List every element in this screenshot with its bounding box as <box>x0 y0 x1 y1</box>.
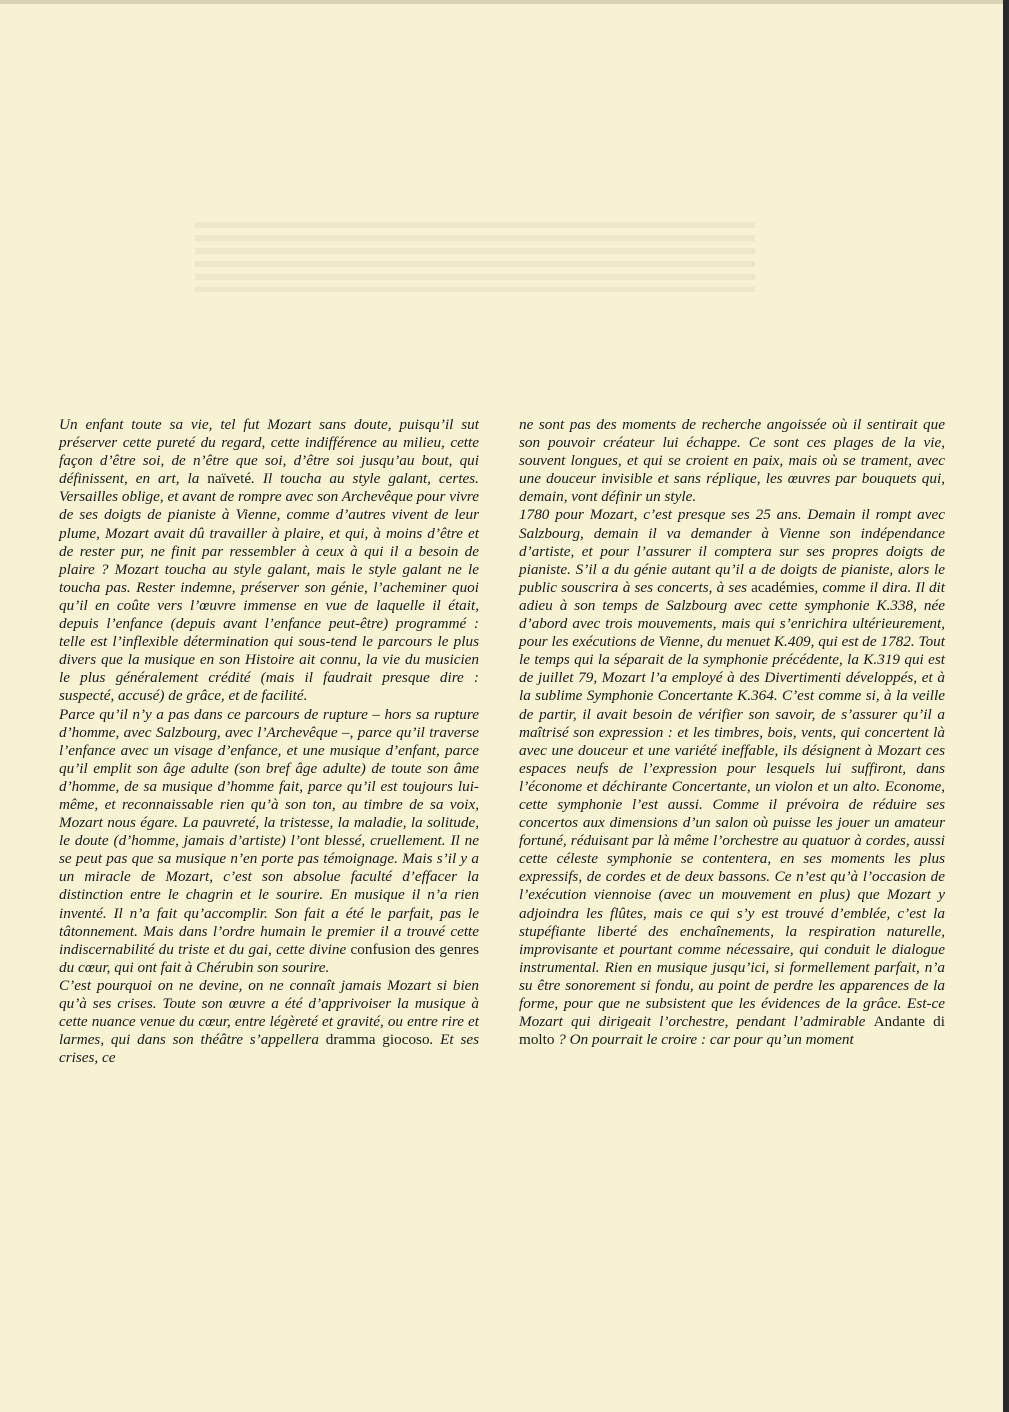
text-run: Parce qu’il n’y a pas dans ce parcours de rupture – hors sa rupture d’homme, avec Salzbourg, avec l’Archevêque –, parce qu’il traverse l’enfance avec un visage d’enfance, et une musique d’enfant, parce qu’il emplit son âge adulte (son bref âge adulte) de toute son âme d’homme, de sa musique d’homme fait, parce qu’il est toujours lui-même, et reconnaissable rien qu’à son ton, au timbre de sa voix, Mozart nous égare. La pauvreté, la tristesse, la maladie, la solitude, le doute (d’homme, jamais d’artiste) l’ont blessé, cruellement. Il ne se peut pas que sa musique n’en porte pas témoignage. Mais s’il y a un miracle de Mozart, c’est son absolue faculté d’effacer la distinction entre le chagrin et le sourire. En musique il n’a rien inventé. Il n’a fait qu’accomplir. Son fait a été le parfait, pas le tâtonnement. Mais dans l’ordre humain le premier il a trouvé cette indiscernabilité du triste et du gai, cette divine <box>59 705 479 958</box>
text-run: . Et ses crises, ce <box>59 1031 480 1067</box>
roman-text-run: académies <box>751 578 815 596</box>
text-run: du cœur, qui ont fait à Chérubin son sourire. <box>59 958 330 976</box>
roman-text-run: Andante di molto <box>519 1013 945 1049</box>
scan-edge-top <box>0 0 1009 4</box>
text-run: , comme il dira. Il dit adieu à son temps de Salzbourg avec cette symphonie K.338, née d’abord avec trois mouvements, mais qui s’enrichira ultérieurement, pour les exécutions de Vienne, du menuet K.409, qui est de 1782. Tout le temps qui la séparait de la symphonie précédente, la K.319 qui est de juillet 79, Mozart l’a employé à des Divertimenti développés, et à la sublime Symphonie Concertante K.364. C’est comme si, à la veille de partir, il avait besoin de vérifier son savoir, de s’assurer qu’il a maîtrisé son expression : et les timbres, bois, vents, qui concertent là avec une douceur et une variété ineffable, ils désignent à Mozart ces espaces neufs de l’expression pour lesquels lui suffiront, dans l’économe et déchirante Concertante, un violon et un alto. Econome, cette symphonie l’est aussi. Comme il prévoira de réduire ses concertos aux dimensions d’un salon où puisse les jouer un amateur fortuné, réduisant par là même l’orchestre au quatuor à cordes, aussi cette céleste symphonie se contentera, en ses moments les plus expressifs, de cordes et de deux bassons. Ce n’est qu’à l’occasion de l’exécution viennoise (avec un mouvement en plus) que Mozart y adjoindra les flûtes, mais ce qui s’y est trouvé d’emblée, c’est la stupéfiante liberté des enchaînements, la respiration naturelle, improvisante et pourtant comme nécessaire, qui conduit le dialogue instrumental. Rien en musique jusqu’ici, si formellement parfait, n’a su être sonorement si fondu, au point de perdre les apparences de la forme, pour que ne subsistent que les évidences de la grâce. Est-ce Mozart qui dirigeait l’orchestre, pendant l’admirable <box>519 578 945 1031</box>
text-run: Un enfant toute sa vie, tel fut Mozart sans doute, puisqu’il sut préserver cette pureté du regard, cette indifférence au milieu, cette façon d’être soi, de n’être que soi, d’être soi jusqu’au bout, qui définissent, en art, la <box>59 416 479 488</box>
roman-text-run: confusion des genres <box>350 940 479 958</box>
paragraph <box>519 506 945 1049</box>
roman-text-run: naïveté <box>207 470 252 488</box>
text-run: . Il toucha au style galant, certes. Versailles oblige, et avant de rompre avec son Archevêque pour vivre de ses doigts de pianiste à Vienne, comme d’autres vivent de leur plume, Mozart avait dû travailler à plaire, et qui, à moins d’être et de rester pur, ne finit par ressembler à ceux à qui il a besoin de plaire ? Mozart toucha au style galant, mais le style galant ne le toucha pas. Rester indemne, préserver son génie, l’acheminer quoi qu’il en coûte vers l’œuvre immense en vue de laquelle il était, depuis l’enfance (depuis avant l’enfance peut-être) programmé : telle est l’inflexible détermination qui sous-tend le parcours le plus divers que la musique en son Histoire ait connu, la vie du musicien le plus généralement crédité (mais il faudrait presque dire : suspecté, accusé) de grâce, et de facilité. <box>59 470 479 705</box>
scan-edge-right <box>1003 0 1009 1412</box>
paragraph <box>519 416 945 506</box>
roman-text-run: dramma giocoso <box>325 1031 430 1049</box>
text-run: ? On pourrait le croire : car pour qu’un moment <box>554 1031 854 1049</box>
left-column <box>59 416 479 1067</box>
bleed-through-ghost-text <box>195 222 755 292</box>
paragraph <box>59 706 479 977</box>
text-run: ne sont pas des moments de recherche angoissée où il sentirait que son pouvoir créateur lui échappe. Ce sont ces plages de la vie, souvent longues, et qui se croient en paix, mais où se trament, avec une douceur invisible et sans réplique, les œuvres par bouquets qui, demain, vont définir un style. <box>519 416 945 506</box>
text-run: C’est pourquoi on ne devine, on ne connaît jamais Mozart si bien qu’à ses crises. Toute son œuvre a été d’apprivoiser la musique à cette nuance venue du cœur, entre légèreté et gravité, ou entre rire et larmes, qui dans son théâtre s’appellera <box>59 976 479 1049</box>
paragraph <box>59 416 479 706</box>
text-run: 1780 pour Mozart, c’est presque ses 25 ans. Demain il rompt avec Salzbourg, demain il va demander à Vienne son indépendance d’artiste, et pour l’assurer il comptera sur ses propres doigts de pianiste. S’il a du génie autant qu’il a de doigts de pianiste, alors le public souscrira à ses concerts, à ses <box>519 506 945 596</box>
right-column <box>519 416 945 1049</box>
paragraph <box>59 977 479 1067</box>
